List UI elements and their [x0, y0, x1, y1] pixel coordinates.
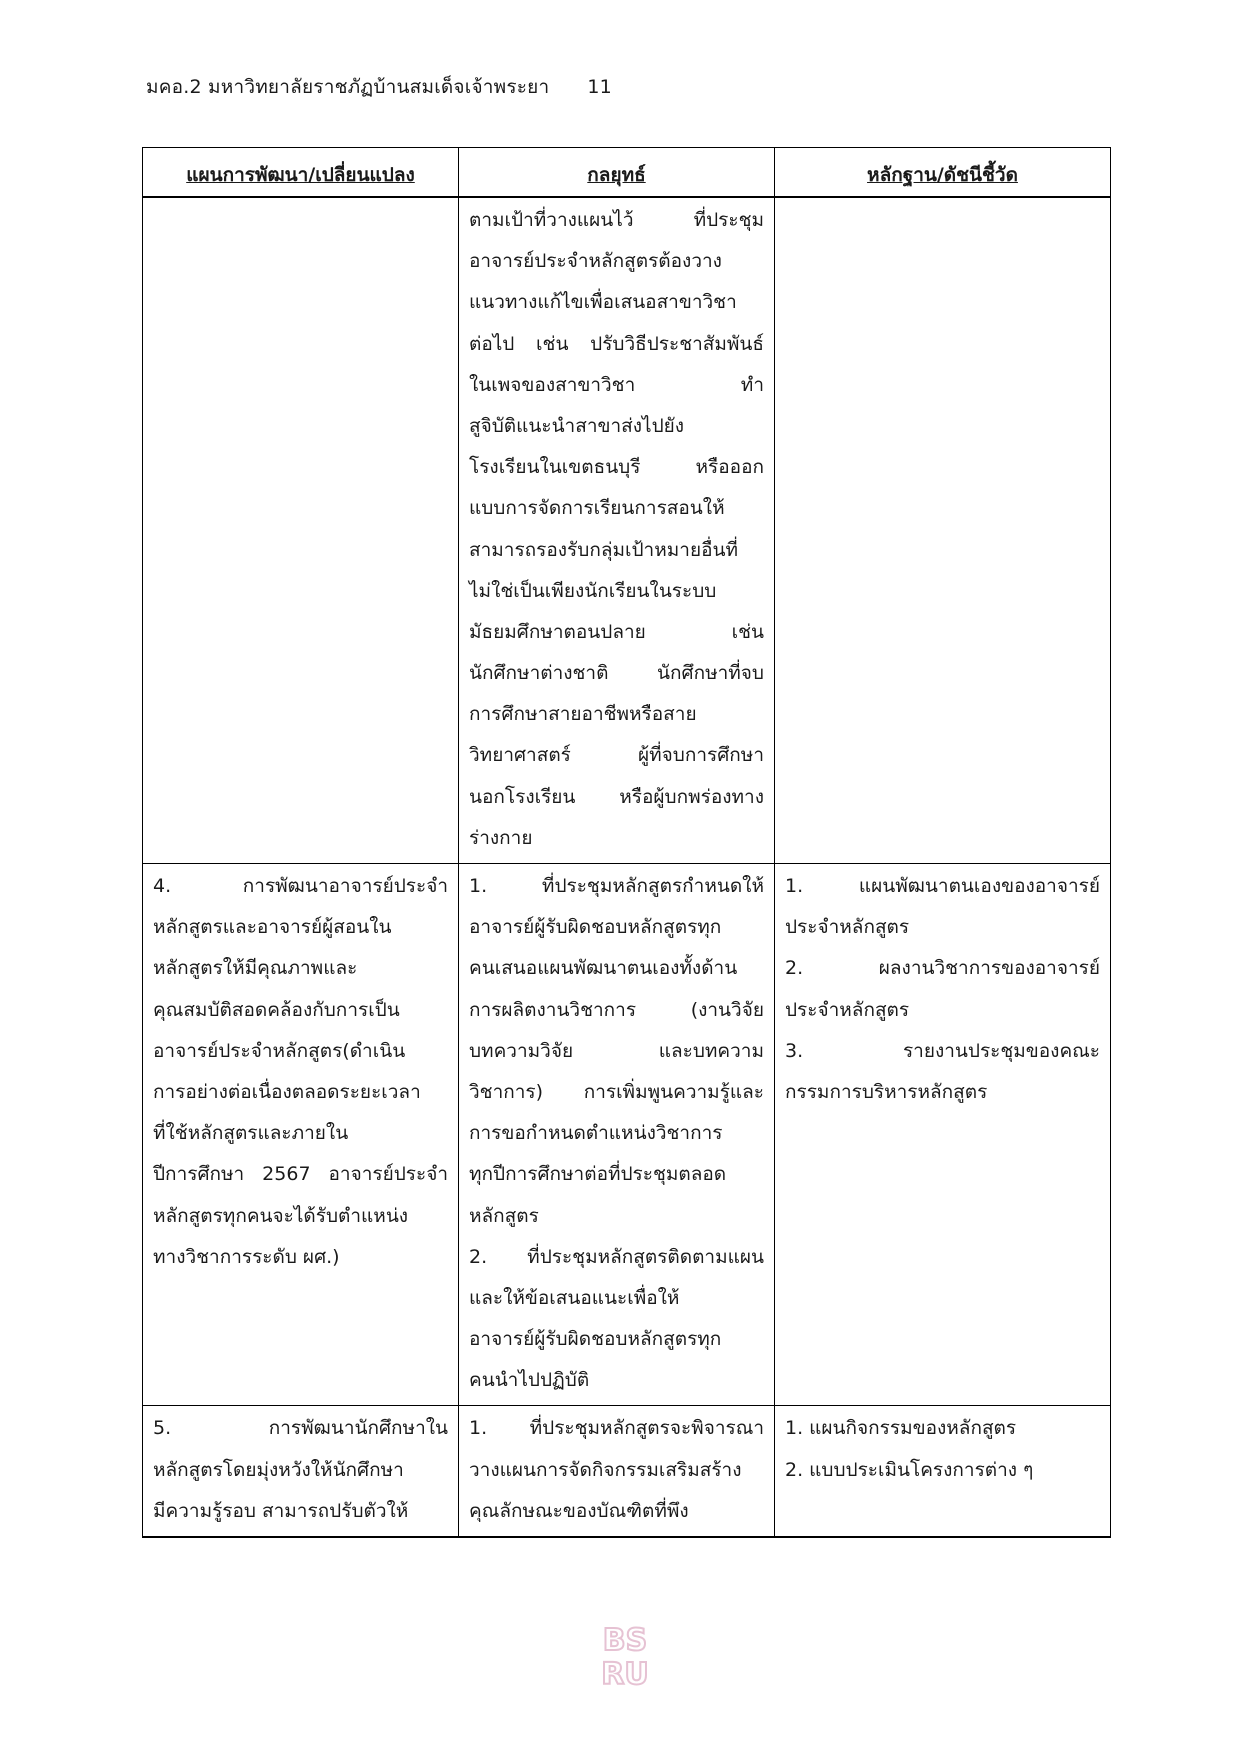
cell-line: 1. แผนพัฒนาตนเองของอาจารย์ [785, 875, 1100, 897]
page-header [146, 72, 612, 102]
cell-line: และให้ข้อเสนอแนะเพื่อให้ [469, 1286, 680, 1309]
cell-line: นักศึกษาต่างชาติ นักศึกษาที่จบ [469, 662, 764, 685]
logo-line-2: RU [601, 1657, 649, 1690]
plan-cell [143, 1406, 459, 1537]
cell-line: วิชาการ) การเพิ่มพูนความรู้และ [469, 1080, 764, 1103]
cell-line: 1. ที่ประชุมหลักสูตรกำหนดให้ [469, 875, 764, 897]
cell-line: การอย่างต่อเนื่องตลอดระยะเวลา [153, 1080, 421, 1103]
cell-line: ต่อไป เช่น ปรับวิธีประชาสัมพันธ์ [469, 332, 764, 355]
cell-line: คนนำไปปฏิบัติ [469, 1369, 590, 1392]
plan-cell [143, 864, 459, 1406]
cell-line: ไม่ใช่เป็นเพียงนักเรียนในระบบ [469, 579, 717, 602]
cell-line: อาจารย์ประจำหลักสูตร(ดำเนิน [153, 1039, 406, 1062]
table-header-row [143, 148, 1111, 198]
cell-line: หลักสูตรและอาจารย์ผู้สอนใน [153, 916, 392, 939]
cell-line: คุณลักษณะของบัณฑิตที่พึง [469, 1499, 689, 1522]
cell-line: 2. ผลงานวิชาการของอาจารย์ [785, 957, 1100, 980]
cell-line: ประจำหลักสูตร [785, 916, 910, 939]
evidence-cell [775, 864, 1111, 1406]
document-title: มคอ.2 มหาวิทยาลัยราชภัฏบ้านสมเด็จเจ้าพระยา [146, 76, 550, 98]
cell-line: หลักสูตรทุกคนจะได้รับตำแหน่ง [153, 1204, 409, 1227]
cell-line: บทความวิจัย และบทความ [469, 1039, 764, 1062]
column-header-strategy: กลยุทธ์ [459, 148, 775, 198]
cell-line: คนเสนอแผนพัฒนาตนเองทั้งด้าน [469, 957, 738, 980]
cell-line: มัธยมศึกษาตอนปลาย เช่น [469, 620, 764, 643]
cell-line: โรงเรียนในเขตธนบุรี หรือออก [469, 456, 764, 479]
cell-line: วางแผนการจัดกิจกรรมเสริมสร้าง [469, 1458, 742, 1481]
table-row [143, 197, 1111, 864]
evidence-cell [775, 1406, 1111, 1537]
cell-line: กรรมการบริหารหลักสูตร [785, 1080, 988, 1103]
cell-line: หลักสูตรโดยมุ่งหวังให้นักศึกษา [153, 1458, 404, 1481]
cell-line: 1. แผนกิจกรรมของหลักสูตร [785, 1417, 1017, 1440]
column-header-evidence: หลักฐาน/ดัชนีชี้วัด [775, 148, 1111, 198]
cell-line: สูจิบัติแนะนำสาขาส่งไปยัง [469, 414, 685, 437]
evidence-cell [775, 197, 1111, 864]
cell-line: การผลิตงานวิชาการ (งานวิจัย [469, 998, 764, 1021]
table-row [143, 864, 1111, 1406]
cell-line: วิทยาศาสตร์ ผู้ที่จบการศึกษา [469, 744, 764, 767]
strategy-cell [459, 864, 775, 1406]
cell-line: 3. รายงานประชุมของคณะ [785, 1039, 1100, 1062]
development-plan-table [142, 147, 1111, 1538]
cell-line: อาจารย์ผู้รับผิดชอบหลักสูตรทุก [469, 916, 722, 939]
cell-line: นอกโรงเรียน หรือผู้บกพร่องทาง [469, 785, 764, 808]
page-number: 11 [587, 76, 612, 98]
cell-line: ที่ใช้หลักสูตรและภายใน [153, 1122, 349, 1145]
cell-line: หลักสูตร [469, 1204, 539, 1227]
cell-line: ในเพจของสาขาวิชา ทำ [469, 373, 764, 396]
cell-line: ทุกปีการศึกษาต่อที่ประชุมตลอด [469, 1163, 727, 1186]
cell-line: หลักสูตรให้มีคุณภาพและ [153, 957, 358, 980]
cell-line: 2. แบบประเมินโครงการต่าง ๆ [785, 1458, 1034, 1481]
university-logo-watermark [595, 1620, 655, 1690]
cell-line: ร่างกาย [469, 826, 533, 849]
logo-line-1: BS [602, 1623, 648, 1658]
cell-line: ปีการศึกษา 2567 อาจารย์ประจำ [153, 1163, 448, 1186]
cell-line: คุณสมบัติสอดคล้องกับการเป็น [153, 998, 400, 1021]
cell-line: แนวทางแก้ไขเพื่อเสนอสาขาวิชา [469, 291, 737, 314]
cell-line: ทางวิชาการระดับ ผศ.) [153, 1245, 340, 1268]
strategy-cell [459, 1406, 775, 1537]
cell-line: อาจารย์ผู้รับผิดชอบหลักสูตรทุก [469, 1328, 722, 1351]
strategy-cell [459, 197, 775, 864]
cell-line: แบบการจัดการเรียนการสอนให้ [469, 497, 725, 520]
cell-line: สามารถรองรับกลุ่มเป้าหมายอื่นที่ [469, 538, 738, 561]
cell-line: การศึกษาสายอาชีพหรือสาย [469, 703, 697, 726]
cell-line: ประจำหลักสูตร [785, 998, 910, 1021]
cell-line: มีความรู้รอบ สามารถปรับตัวให้ [153, 1499, 409, 1522]
cell-line: 5. การพัฒนานักศึกษาใน [153, 1417, 448, 1440]
cell-line: อาจารย์ประจำหลักสูตรต้องวาง [469, 250, 722, 273]
cell-line: 4. การพัฒนาอาจารย์ประจำ [153, 875, 448, 897]
cell-line: 1. ที่ประชุมหลักสูตรจะพิจารณา [469, 1417, 764, 1440]
plan-cell [143, 197, 459, 864]
cell-line: 2. ที่ประชุมหลักสูตรติดตามแผน [469, 1245, 764, 1268]
table-row [143, 1406, 1111, 1537]
column-header-plan: แผนการพัฒนา/เปลี่ยนแปลง [143, 148, 459, 198]
cell-line: ตามเป้าที่วางแผนไว้ ที่ประชุม [469, 209, 764, 231]
cell-line: การขอกำหนดตำแหน่งวิชาการ [469, 1122, 723, 1145]
